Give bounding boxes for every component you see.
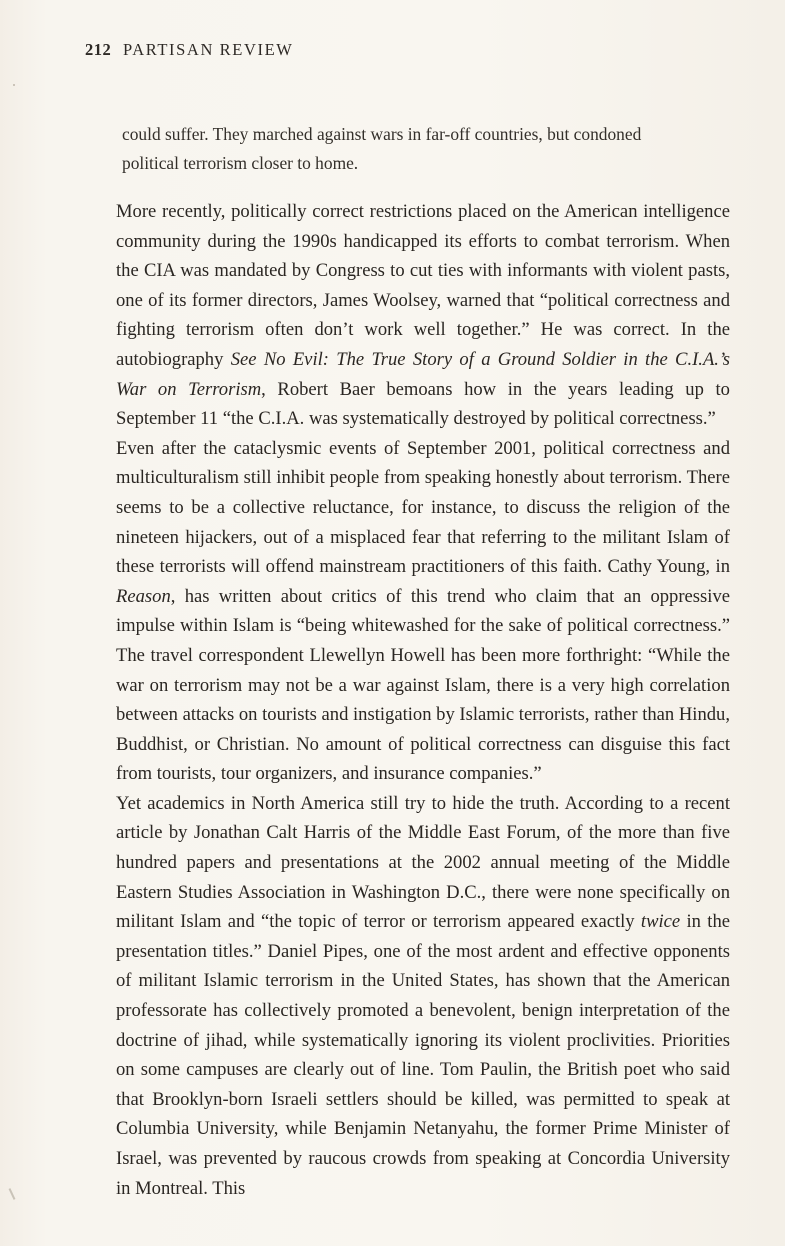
- paragraph-text: , Robert Baer bemoans how in the years leading up to September 11 “the C.I.A. was systematically destroyed by political correctness.”: [116, 378, 730, 430]
- block-quote: [122, 120, 682, 178]
- emphasis: twice: [640, 911, 681, 933]
- paragraph-text: Even after the cataclysmic events of September 2001, political correctness and multiculturalism still inhibit people from speaking honestly about terrorism. There seems to be a collective reluctance, for instance, to discuss the religion of the nineteen hijackers, out of a misplaced fear that referring to the militant Islam of these terrorists will offend mainstream practitioners of this faith. Cathy Young, in: [116, 437, 730, 578]
- book-title: See No Evil: The True Story of a Ground Soldier in the C.I.A.’s War on Terrorism: [116, 348, 730, 400]
- paragraph: [116, 434, 730, 789]
- running-head: [85, 40, 293, 60]
- margin-speck: [13, 84, 15, 86]
- paragraph-text: Yet academics in North America still try to hide the truth. According to a recent article by Jonathan Calt Harris of the Middle East Forum, of the more than five hundred papers and presentations at the 2002 annual meeting of the Middle Eastern Studies Association in Washington D.C., there were none specifically on militant Islam and “the topic of terror or terrorism appeared exactly: [116, 792, 730, 933]
- paragraph-text: More recently, politically correct restrictions placed on the American intelligence community during the 1990s handicapped its efforts to combat terrorism. When the CIA was mandated by Congress to cut ties with informants with violent pasts, one of its former directors, James Woolsey, warned that “political correctness and fighting terrorism often don’t work well together.” He was correct. In the autobiography: [116, 201, 730, 370]
- body-text: [116, 197, 730, 1203]
- paragraph: [116, 789, 730, 1203]
- journal-title: PARTISAN REVIEW: [122, 40, 294, 59]
- paragraph-text: , has written about critics of this trend who claim that an oppressive impulse within Islam is “being whitewashed for the sake of political correctness.” The travel correspondent Llewellyn Howell has been more forthright: “While the war on terrorism may not be a war against Islam, there is a very high correlation between attacks on tourists and instigation by Islamic terrorists, rather than Hindu, Buddhist, or Christian. No amount of political correctness can disguise this fact from tourists, tour organizers, and insurance companies.”: [116, 585, 730, 785]
- page-number: 212: [85, 40, 112, 59]
- margin-mark: [9, 1188, 16, 1200]
- paragraph: [116, 197, 730, 434]
- block-quote-text: could suffer. They marched against wars in far-off countries, but condoned political terrorism closer to home.: [122, 124, 642, 173]
- paragraph-text: in the presentation titles.” Daniel Pipes, one of the most ardent and effective opponents of militant Islamic terrorism in the United States, has shown that the American professorate has collectively promoted a benevolent, benign interpretation of the doctrine of jihad, while systematically ignoring its violent proclivities. Priorities on some campuses are clearly out of line. Tom Paulin, the British poet who said that Brooklyn-born Israeli settlers should be killed, was permitted to speak at Columbia University, while Benjamin Netanyahu, the former Prime Minister of Israel, was prevented by raucous crowds from speaking at Concordia University in Montreal. This: [116, 911, 730, 1199]
- magazine-title: Reason: [116, 585, 171, 607]
